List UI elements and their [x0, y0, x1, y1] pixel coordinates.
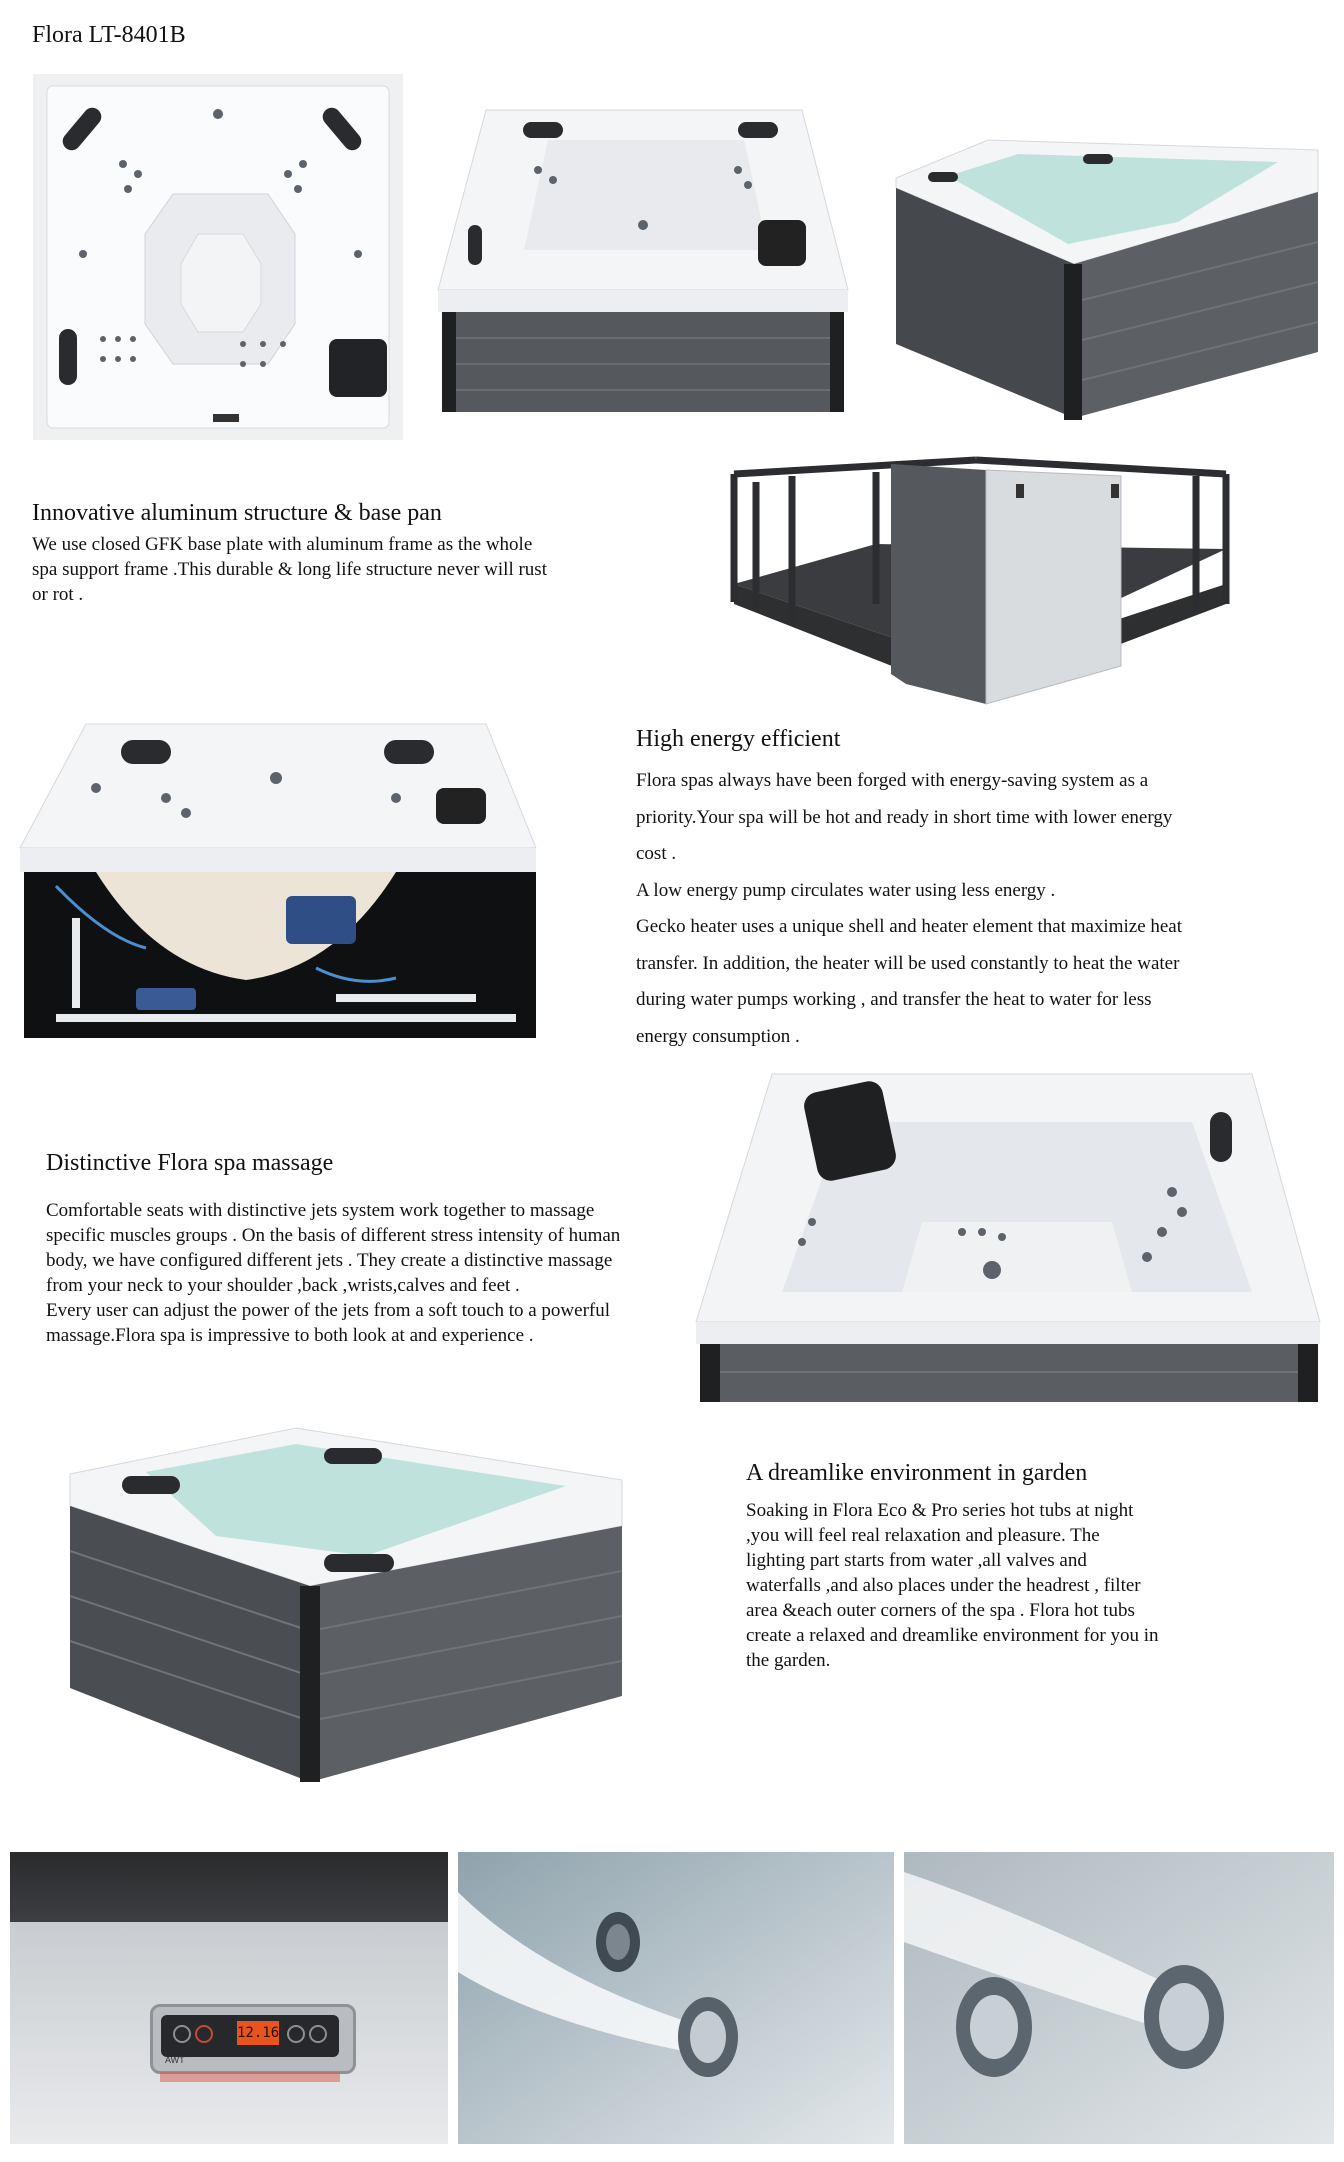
text-line: Soaking in Flora Eco & Pro series hot tubs at night: [746, 1500, 1134, 1521]
massage-heading: Distinctive Flora spa massage: [46, 1150, 334, 1176]
spa-garden-image: [66, 1426, 626, 1784]
structure-text: [32, 532, 652, 607]
panel-display: 12.16: [237, 2021, 279, 2045]
spa-front-view-image: [428, 100, 860, 418]
energy-text: [636, 763, 1316, 1055]
text-line: transfer. In addition, the heater will be used constantly to heat the water: [636, 952, 1180, 974]
text-line: spa support frame .This durable & long life structure never will rust: [32, 559, 547, 580]
panel-button-icon: [287, 2025, 305, 2043]
spa-control-panel: [150, 2004, 356, 2074]
text-line: A low energy pump circulates water using less energy .: [636, 879, 1056, 901]
text-line: area &each outer corners of the spa . Flora hot tubs: [746, 1600, 1135, 1621]
text-line: ,you will feel real relaxation and pleasure. The: [746, 1525, 1100, 1546]
panel-brand: AWT: [165, 2055, 185, 2065]
structure-heading: Innovative aluminum structure & base pan: [32, 500, 442, 526]
garden-heading: A dreamlike environment in garden: [746, 1460, 1088, 1486]
text-line: lighting part starts from water ,all valves and: [746, 1550, 1087, 1571]
page-title: Flora LT-8401B: [32, 22, 186, 48]
text-line: Flora spas always have been forged with energy-saving system as a: [636, 770, 1149, 791]
garden-text: [746, 1498, 1306, 1673]
text-line: We use closed GFK base plate with aluminum frame as the whole: [32, 534, 533, 555]
text-line: from your neck to your shoulder ,back ,wrists,calves and feet .: [46, 1275, 520, 1296]
spa-top-view-image: [33, 74, 403, 440]
text-line: energy consumption .: [636, 1025, 800, 1047]
spa-angled-water-image: [878, 132, 1326, 420]
text-line: massage.Flora spa is impressive to both look at and experience .: [46, 1325, 534, 1346]
jet-spray-image: [458, 1852, 894, 2144]
text-line: specific muscles groups . On the basis of different stress intensity of human: [46, 1225, 621, 1246]
text-line: or rot .: [32, 584, 84, 605]
text-line: create a relaxed and dreamlike environment for you in: [746, 1625, 1159, 1646]
aluminum-frame-image: [726, 454, 1234, 712]
energy-heading: High energy efficient: [636, 726, 841, 752]
spa-seats-closeup-image: [692, 1072, 1322, 1404]
text-line: waterfalls ,and also places under the headrest , filter: [746, 1575, 1141, 1596]
text-line: the garden.: [746, 1650, 831, 1671]
text-line: Every user can adjust the power of the jets from a soft touch to a powerful: [46, 1300, 611, 1321]
massage-text: [46, 1198, 696, 1348]
text-line: during water pumps working , and transfer the heat to water for less: [636, 989, 1152, 1010]
text-line: Gecko heater uses a unique shell and heater element that maximize heat: [636, 916, 1183, 937]
panel-button-icon: [173, 2025, 191, 2043]
jets-bubbles-image: [904, 1852, 1334, 2144]
text-line: priority.Your spa will be hot and ready in short time with lower energy: [636, 806, 1173, 828]
text-line: Comfortable seats with distinctive jets system work together to massage: [46, 1200, 595, 1221]
panel-button-icon: [309, 2025, 327, 2043]
panel-button-icon: [195, 2025, 213, 2043]
spa-equipment-cutaway-image: [16, 718, 540, 1040]
text-line: body, we have configured different jets . They create a distinctive massage: [46, 1250, 613, 1271]
text-line: cost .: [636, 843, 677, 864]
control-panel-image: [10, 1852, 448, 2144]
